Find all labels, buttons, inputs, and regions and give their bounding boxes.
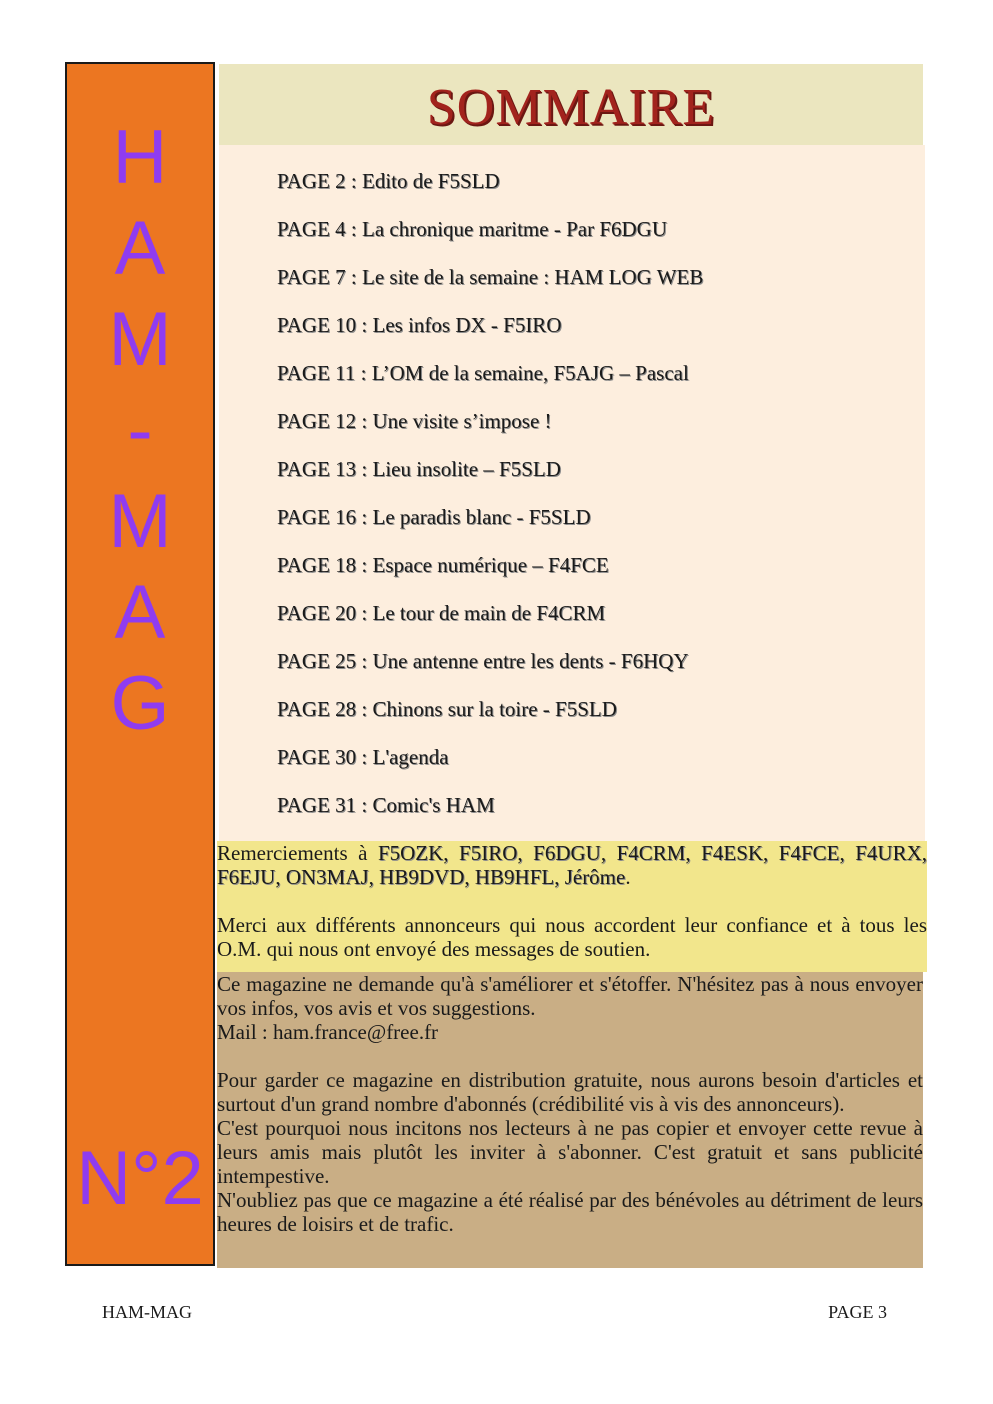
toc-item: PAGE 25 : Une antenne entre les dents - F6HQY <box>277 649 689 673</box>
vertical-letter: G <box>110 661 170 746</box>
toc-item: PAGE 28 : Chinons sur la toire - F5SLD <box>277 697 617 721</box>
thanks-section <box>217 841 927 972</box>
vertical-letter: M <box>108 479 172 564</box>
toc-item: PAGE 20 : Le tour de main de F4CRM <box>277 601 606 625</box>
thanks-end: . <box>625 865 631 889</box>
toc-item: PAGE 11 : L’OM de la semaine, F5AJG – Pascal <box>277 361 689 385</box>
vertical-letter: - <box>127 388 153 473</box>
footer-magazine-name: HAM-MAG <box>102 1302 192 1322</box>
toc-item: PAGE 12 : Une visite s’impose ! <box>277 409 552 433</box>
table-of-contents <box>219 145 925 841</box>
vertical-letter: M <box>108 297 172 382</box>
info-paragraph-improve: Ce magazine ne demande qu'à s'améliorer et s'étoffer. N'hésitez pas à nous envoyer vos infos, vos avis et vos suggestions. <box>217 972 923 1020</box>
toc-item: PAGE 30 : L'agenda <box>277 745 449 769</box>
toc-item: PAGE 18 : Espace numérique – F4FCE <box>277 553 609 577</box>
page-title: SOMMAIRE <box>426 79 716 136</box>
info-paragraph-volunteers: N'oubliez pas que ce magazine a été réalisé par des bénévoles au détriment de leurs heures de loisirs et de trafic. <box>217 1188 923 1236</box>
issue-number: N°2 <box>76 1136 204 1221</box>
toc-item: PAGE 4 : La chronique maritme - Par F6DGU <box>277 217 667 241</box>
thanks-intro: Remerciements à <box>217 841 378 865</box>
mail-line: Mail : ham.france@free.fr <box>217 1020 439 1044</box>
vertical-letter: A <box>114 570 166 655</box>
vertical-letter: H <box>112 115 168 200</box>
title-band <box>219 64 923 145</box>
spacer <box>217 1044 923 1068</box>
sidebar-banner <box>65 62 215 1266</box>
toc-item: PAGE 16 : Le paradis blanc - F5SLD <box>277 505 591 529</box>
vertical-title <box>67 112 213 749</box>
thanks-paragraph <box>217 841 927 889</box>
info-section <box>217 972 923 1268</box>
thanks-names: F5OZK, F5IRO, F6DGU, F4CRM, F4ESK, F4FCE, F4URX, F6EJU, ON3MAJ, HB9DVD, HB9HFL, Jérôme <box>217 841 927 889</box>
toc-item: PAGE 13 : Lieu insolite – F5SLD <box>277 457 561 481</box>
vertical-letter: A <box>114 206 166 291</box>
toc-item: PAGE 31 : Comic's HAM <box>277 793 495 817</box>
footer-page-number: PAGE 3 <box>828 1302 887 1322</box>
info-paragraph-subscribe: C'est pourquoi nous incitons nos lecteurs à ne pas copier et envoyer cette revue à leurs amis mais plutôt les inviter à s'abonner. C'est gratuit et sans publicité intempestive. <box>217 1116 923 1188</box>
info-paragraph-free: Pour garder ce magazine en distribution gratuite, nous aurons besoin d'articles et surtout d'un grand nombre d'abonnés (crédibilité vis à vis des annonceurs). <box>217 1068 923 1116</box>
toc-item: PAGE 7 : Le site de la semaine : HAM LOG WEB <box>277 265 704 289</box>
sponsors-paragraph: Merci aux différents annonceurs qui nous accordent leur confiance et à tous les O.M. qui nous ont envoyé des messages de soutien. <box>217 913 927 961</box>
toc-item: PAGE 2 : Edito de F5SLD <box>277 169 500 193</box>
toc-item: PAGE 10 : Les infos DX - F5IRO <box>277 313 562 337</box>
